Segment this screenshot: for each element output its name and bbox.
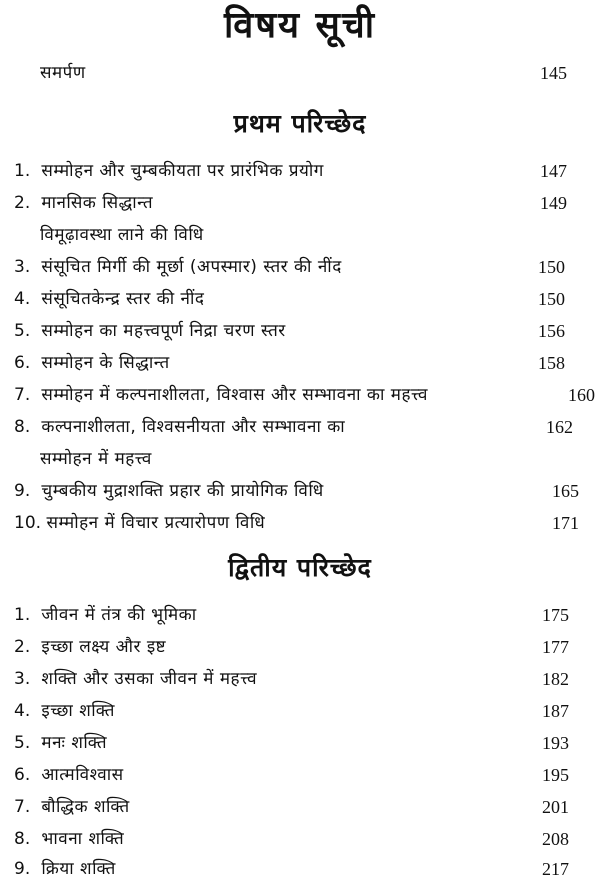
- toc-entry: [14, 316, 598, 346]
- toc-entry-subtitle: विमूढ़ावस्था लाने की विधि: [40, 225, 204, 245]
- toc-entry-number: 10.: [14, 513, 42, 533]
- toc-entry-page: 201: [542, 797, 569, 817]
- toc-entry-title: इच्छा शक्ति: [41, 701, 115, 721]
- toc-entry-title: क्रिया शक्ति: [41, 859, 116, 879]
- toc-entry: [14, 854, 598, 884]
- toc-entry: [14, 696, 598, 726]
- toc-entry-title: मानसिक सिद्धान्त: [41, 193, 154, 213]
- toc-entry: [14, 792, 598, 822]
- toc-entry-number: 7.: [14, 797, 31, 817]
- toc-entry-title: सम्मोहन और चुम्बकीयता पर प्रारंभिक प्रयोग: [41, 161, 324, 181]
- toc-entry-number: 8.: [14, 417, 31, 437]
- toc-entry-number: 8.: [14, 829, 31, 849]
- toc-entry-number: 9.: [14, 481, 31, 501]
- toc-entry-page: 177: [542, 637, 569, 657]
- toc-entry: [14, 760, 598, 790]
- page-title: विषय सूची: [223, 5, 377, 46]
- toc-entry-title: सम्मोहन के सिद्धान्त: [41, 353, 170, 373]
- toc-entry-title: सम्मोहन का महत्त्वपूर्ण निद्रा चरण स्तर: [41, 321, 286, 341]
- toc-entry-number: 1.: [14, 605, 31, 625]
- toc-entry-number: 6.: [14, 765, 31, 785]
- toc-entry-dedication: [14, 58, 598, 88]
- toc-entry-title: जीवन में तंत्र की भूमिका: [41, 605, 197, 625]
- toc-entry-number: 3.: [14, 669, 31, 689]
- toc-entry-subtitle: सम्मोहन में महत्त्व: [40, 449, 152, 469]
- toc-entry-page: 162: [546, 417, 573, 437]
- toc-entry-title: भावना शक्ति: [41, 829, 125, 849]
- toc-entry-title: मनः शक्ति: [41, 733, 108, 753]
- toc-entry: [14, 664, 598, 694]
- toc-entry-number: 5.: [14, 321, 31, 341]
- toc-entry-number: 3.: [14, 257, 31, 277]
- toc-entry-page: 160: [568, 385, 595, 405]
- toc-entry: [14, 728, 598, 758]
- toc-entry: [14, 284, 598, 314]
- toc-entry-number: 6.: [14, 353, 31, 373]
- toc-entry-number: 9.: [14, 859, 31, 879]
- toc-entry: [14, 632, 598, 662]
- toc-entry-title: सम्मोहन में विचार प्रत्यारोपण विधि: [46, 513, 266, 533]
- toc-entry-page: 145: [540, 63, 567, 83]
- toc-entry-page: 171: [552, 513, 579, 533]
- toc-entry: [14, 476, 598, 506]
- toc-entry-page: 156: [538, 321, 565, 341]
- toc-entry: [14, 348, 598, 378]
- toc-entry-title: संसूचित मिर्गी की मूर्छा (अपस्मार) स्तर की नींद: [41, 257, 342, 277]
- toc-entry-number: 4.: [14, 289, 31, 309]
- toc-entry-number: 2.: [14, 193, 31, 213]
- toc-entry: [14, 600, 598, 630]
- toc-entry: [14, 380, 598, 410]
- toc-entry-number: 7.: [14, 385, 31, 405]
- toc-entry-page: 195: [542, 765, 569, 785]
- toc-entry-page: 150: [538, 257, 565, 277]
- toc-entry-number: 1.: [14, 161, 31, 181]
- toc-entry-title: संसूचितकेन्द्र स्तर की नींद: [41, 289, 205, 309]
- toc-entry-number: 5.: [14, 733, 31, 753]
- toc-entry: [14, 252, 598, 282]
- toc-entry-page: 182: [542, 669, 569, 689]
- toc-entry-title: शक्ति और उसका जीवन में महत्त्व: [41, 669, 258, 689]
- toc-entry-page: 208: [542, 829, 569, 849]
- toc-entry-page: 150: [538, 289, 565, 309]
- toc-entry: [14, 188, 598, 218]
- toc-entry-page: 147: [540, 161, 567, 181]
- toc-entry-title: चुम्बकीय मुद्राशक्ति प्रहार की प्रायोगिक विधि: [41, 481, 324, 501]
- toc-entry-page: 165: [552, 481, 579, 501]
- toc-entry-title: कल्पनाशीलता, विश्वसनीयता और सम्भावना का: [41, 417, 346, 437]
- toc-entry: [14, 824, 598, 854]
- toc-entry-page: 158: [538, 353, 565, 373]
- toc-entry: [14, 508, 598, 538]
- toc-entry-page: 149: [540, 193, 567, 213]
- toc-entry-number: 4.: [14, 701, 31, 721]
- toc-entry-number: 2.: [14, 637, 31, 657]
- toc-entry-page: 193: [542, 733, 569, 753]
- section-heading-2: द्वितीय परिच्छेद: [228, 553, 372, 582]
- toc-entry-title: समर्पण: [40, 63, 86, 83]
- toc-entry-title: बौद्धिक शक्ति: [41, 797, 130, 817]
- toc-entry-page: 187: [542, 701, 569, 721]
- toc-entry: [14, 156, 598, 186]
- toc-entry: [14, 412, 598, 442]
- toc-entry-title: आत्मविश्वास: [41, 765, 124, 785]
- toc-entry-page: 217: [542, 859, 569, 879]
- section-heading-1: प्रथम परिच्छेद: [233, 109, 367, 138]
- toc-entry-page: 175: [542, 605, 569, 625]
- toc-entry-title: सम्मोहन में कल्पनाशीलता, विश्वास और सम्भावना का महत्त्व: [41, 385, 429, 405]
- toc-entry-title: इच्छा लक्ष्य और इष्ट: [41, 637, 167, 657]
